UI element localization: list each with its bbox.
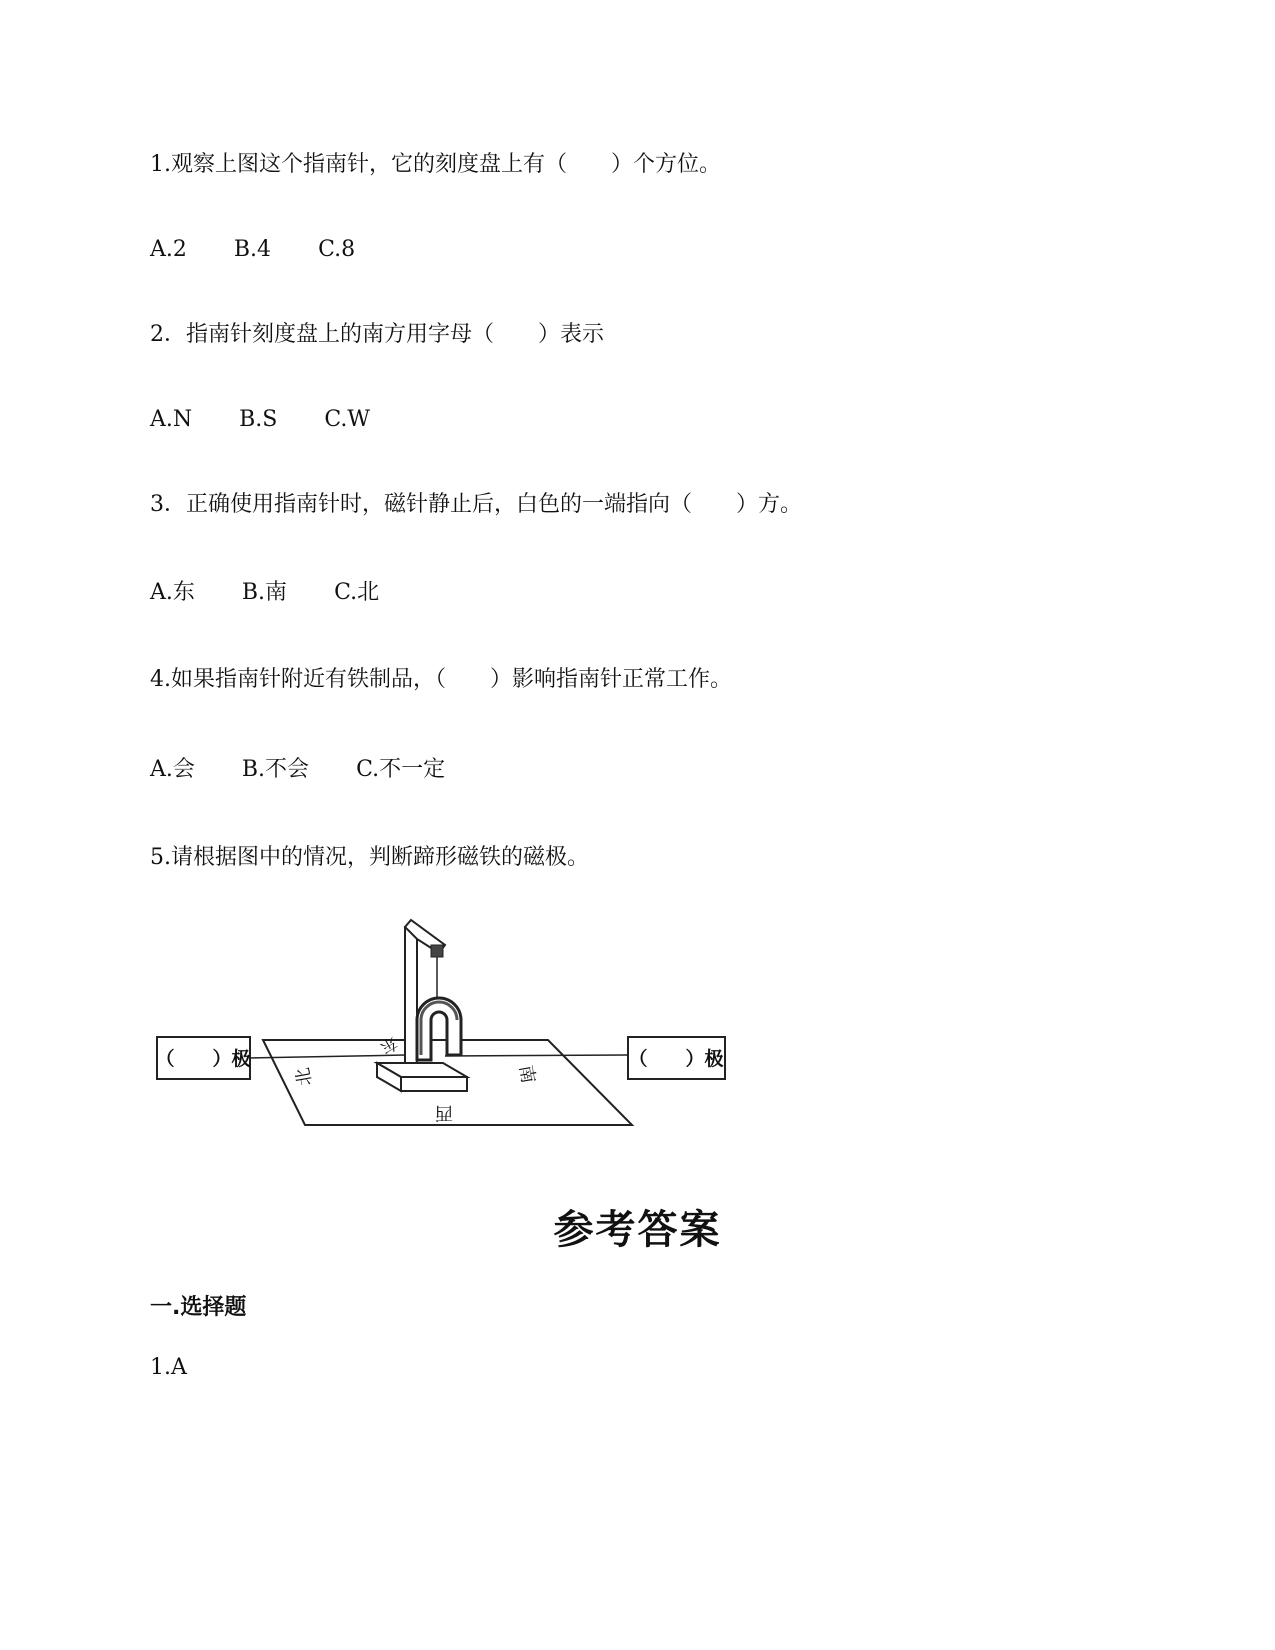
question-2-options	[150, 405, 410, 435]
option-c: C.8	[318, 237, 356, 262]
option-b: B.4	[233, 237, 272, 262]
answer-item: 1.A	[150, 1355, 187, 1380]
question-5-text: 5.请根据图中的情况，判断蹄形磁铁的磁极。	[150, 845, 589, 870]
direction-north: 北	[292, 1066, 317, 1088]
option-a: A.2	[150, 237, 187, 262]
direction-south: 南	[514, 1063, 539, 1085]
section-heading: 一.选择题	[150, 1295, 247, 1320]
question-3-text: 3．正确使用指南针时，磁针静止后，白色的一端指向（ ）方。	[150, 492, 802, 517]
horseshoe-magnet-diagram	[155, 915, 775, 1135]
option-c: C.不一定	[356, 757, 446, 782]
option-b: B.不会	[241, 757, 310, 782]
option-a: A.东	[150, 580, 195, 605]
question-3-options	[150, 578, 419, 608]
question-2-text: 2．指南针刻度盘上的南方用字母（ ）表示	[150, 322, 604, 347]
stand-pole	[405, 927, 417, 1063]
right-pole-label: （ ）极	[628, 1048, 724, 1070]
direction-west: 西	[435, 1102, 453, 1123]
option-b: B.南	[241, 580, 288, 605]
question-1-text: 1.观察上图这个指南针，它的刻度盘上有（ ）个方位。	[150, 152, 721, 177]
answer-title: 参考答案	[553, 1207, 722, 1253]
right-pointer-line	[445, 1055, 628, 1056]
option-c: C.北	[334, 580, 380, 605]
left-pointer-line	[250, 1055, 405, 1058]
option-b: B.S	[239, 407, 278, 432]
left-pole-label: （ ）极	[155, 1048, 251, 1070]
option-c: C.W	[324, 407, 371, 432]
direction-east: 东	[377, 1033, 401, 1058]
option-a: A.N	[150, 407, 193, 432]
option-a: A.会	[150, 757, 195, 782]
question-4-options	[150, 755, 485, 785]
question-1-options	[150, 235, 395, 265]
question-4-text: 4.如果指南针附近有铁制品，（ ）影响指南针正常工作。	[150, 667, 732, 692]
horseshoe-magnet	[417, 998, 461, 1060]
stand-arm-end	[431, 945, 443, 957]
